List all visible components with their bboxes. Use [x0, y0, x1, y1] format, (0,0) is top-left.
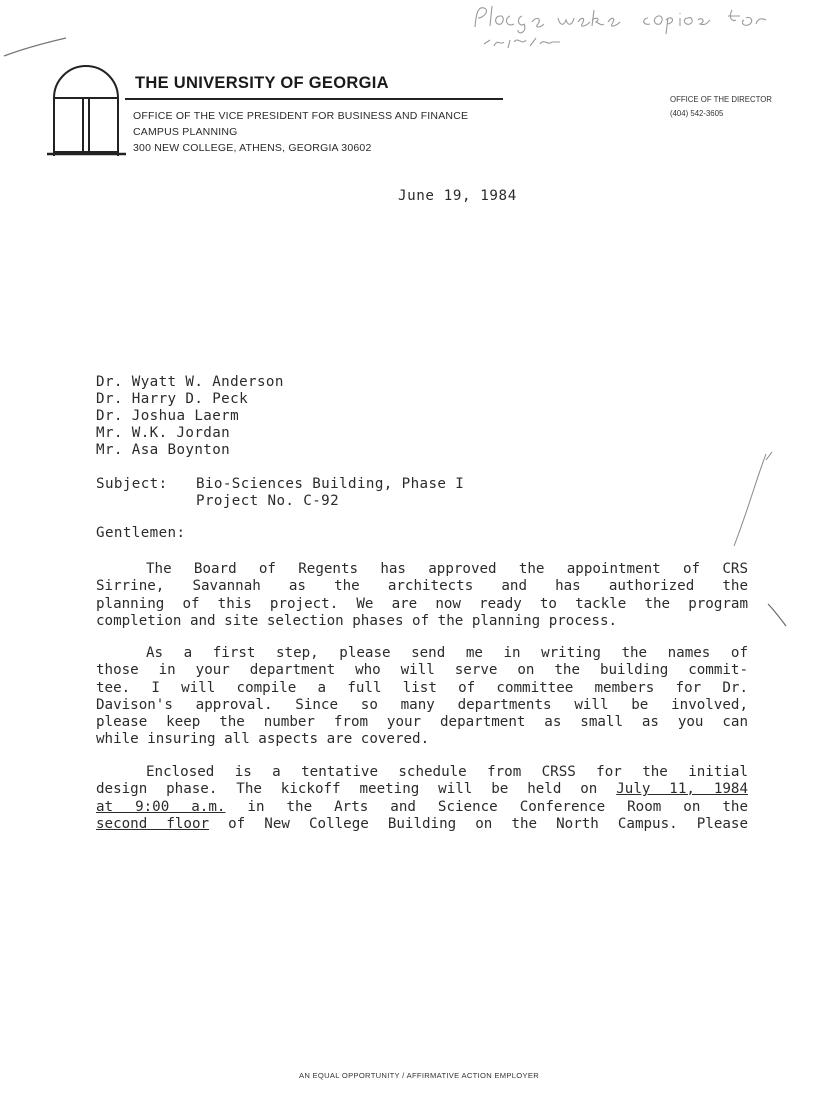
handwritten-note	[470, 2, 790, 54]
paragraph-2	[96, 645, 748, 749]
subject-line: Project No. C-92	[196, 493, 340, 509]
pen-mark	[726, 450, 776, 550]
university-name: THE UNIVERSITY OF GEORGIA	[135, 74, 389, 92]
text-fragment: of New College Building on the North Campus. Please	[228, 815, 749, 832]
text-line: please keep the number from your department as small as you can	[96, 714, 748, 731]
recipient: Dr. Wyatt W. Anderson	[96, 374, 284, 390]
letter-date: June 19, 1984	[398, 188, 517, 204]
text-line	[96, 816, 748, 833]
recipient: Mr. W.K. Jordan	[96, 425, 231, 441]
recipient: Dr. Joshua Laerm	[96, 408, 240, 424]
text-line: As a first step, please send me in writing the names of	[146, 645, 748, 661]
paragraph-1	[96, 561, 748, 630]
recipient-list	[96, 374, 284, 459]
pen-mark	[766, 600, 790, 630]
text-line: Sirrine, Savannah as the architects and has authorized the	[96, 578, 748, 595]
text-line	[96, 799, 748, 816]
text-line: while insuring all aspects are covered.	[96, 731, 430, 748]
subject-block	[96, 476, 465, 509]
text-line	[96, 781, 748, 798]
footer-text: AN EQUAL OPPORTUNITY / AFFIRMATIVE ACTION EMPLOYER	[298, 1071, 540, 1080]
recipient: Dr. Harry D. Peck	[96, 391, 249, 407]
letterhead-rule	[125, 98, 503, 100]
office-line: OFFICE OF THE VICE PRESIDENT FOR BUSINESS AND FINANCE	[133, 110, 469, 122]
office-line: 300 NEW COLLEGE, ATHENS, GEORGIA 30602	[133, 142, 372, 154]
text-line: those in your department who will serve on the building commit-	[96, 662, 748, 679]
university-arch-logo	[46, 58, 126, 158]
office-line: CAMPUS PLANNING	[133, 126, 238, 138]
meeting-date: July 11, 1984	[616, 781, 748, 798]
text-line: planning of this project. We are now ready to tackle the program	[96, 595, 748, 612]
pen-mark	[0, 30, 80, 60]
director-phone: (404) 542-3605	[670, 109, 724, 118]
subject-line: Bio-Sciences Building, Phase I	[196, 476, 465, 492]
salutation: Gentlemen:	[96, 525, 186, 541]
text-line: Enclosed is a tentative schedule from CRSS for the initial	[146, 764, 748, 780]
text-fragment: in the Arts and Science Conference Room on the	[247, 798, 748, 815]
text-line: Davison's approval. Since so many departments will be involved,	[96, 696, 748, 713]
subject-label: Subject:	[96, 476, 168, 492]
meeting-time: at 9:00 a.m.	[96, 798, 226, 815]
text-fragment: design phase. The kickoff meeting will be held on	[96, 781, 617, 798]
text-line: tee. I will compile a full list of committee members for Dr.	[96, 679, 748, 696]
recipient: Mr. Asa Boynton	[96, 442, 231, 458]
paragraph-3	[96, 764, 748, 833]
meeting-location: second floor	[96, 815, 210, 832]
text-line: The Board of Regents has approved the appointment of CRS	[146, 561, 748, 577]
text-line: completion and site selection phases of the planning process.	[96, 612, 618, 629]
director-office: OFFICE OF THE DIRECTOR	[670, 95, 772, 104]
